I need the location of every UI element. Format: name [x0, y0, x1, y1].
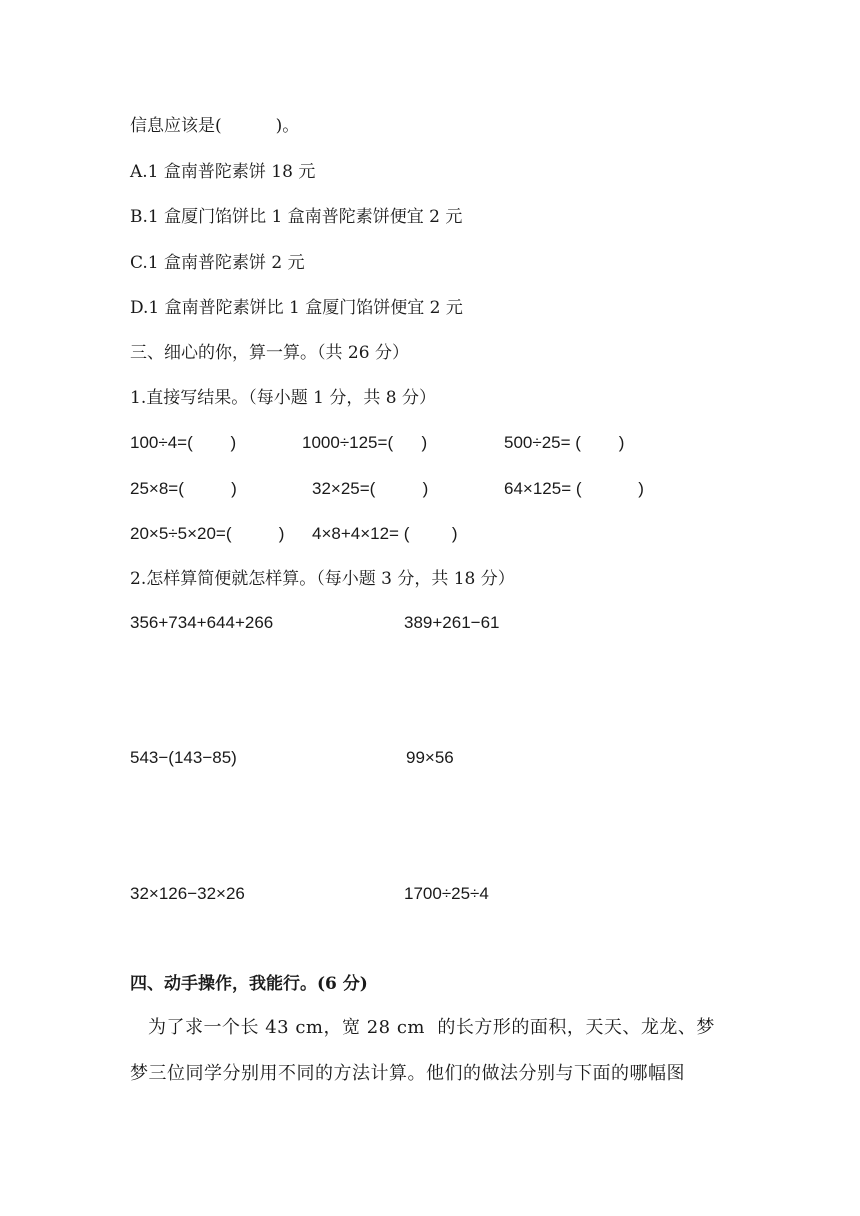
calc-item-5: 32×126−32×26 [130, 884, 245, 903]
part2-title: 2.怎样算简便就怎样算。（每小题 3 分，共 18 分） [130, 569, 515, 589]
oral-calc-5: 32×25=( ) [312, 479, 429, 498]
calc-item-1: 356+734+644+266 [130, 613, 274, 632]
calc-item-2: 389+261−61 [404, 613, 500, 632]
option-a: A.1 盒南普陀素饼 18 元 [130, 162, 316, 182]
oral-calc-2: 1000÷125=( ) [302, 433, 428, 452]
part1-title: 1.直接写结果。（每小题 1 分，共 8 分） [130, 388, 436, 408]
oral-calc-3: 500÷25= ( ) [504, 433, 625, 452]
section3-title: 三、细心的你，算一算。（共 26 分） [130, 343, 409, 363]
oral-calc-1: 100÷4=( ) [130, 433, 237, 452]
oral-calc-7: 20×5÷5×20=( ) [130, 524, 285, 543]
section4-title: 四、动手操作，我能行。(6 分) [130, 974, 368, 994]
section4-paragraph-line2: 梦三位同学分别用不同的方法计算。他们的做法分别与下面的哪幅图 [130, 1063, 685, 1084]
oral-calc-4: 25×8=( ) [130, 479, 237, 498]
section4-paragraph-line1: 为了求一个长 43 cm，宽 28 cm 的长方形的面积，天天、龙龙、梦 [148, 1017, 715, 1038]
option-d: D.1 盒南普陀素饼比 1 盒厦门馅饼便宜 2 元 [130, 298, 463, 318]
calc-item-6: 1700÷25÷4 [404, 884, 489, 903]
calc-item-4: 99×56 [406, 748, 454, 767]
calc-item-3: 543−(143−85) [130, 748, 237, 767]
question-tail: 信息应该是( )。 [130, 116, 300, 136]
oral-calc-6: 64×125= ( ) [504, 479, 644, 498]
oral-calc-8: 4×8+4×12= ( ) [312, 524, 458, 543]
option-c: C.1 盒南普陀素饼 2 元 [130, 253, 305, 273]
option-b: B.1 盒厦门馅饼比 1 盒南普陀素饼便宜 2 元 [130, 207, 463, 227]
